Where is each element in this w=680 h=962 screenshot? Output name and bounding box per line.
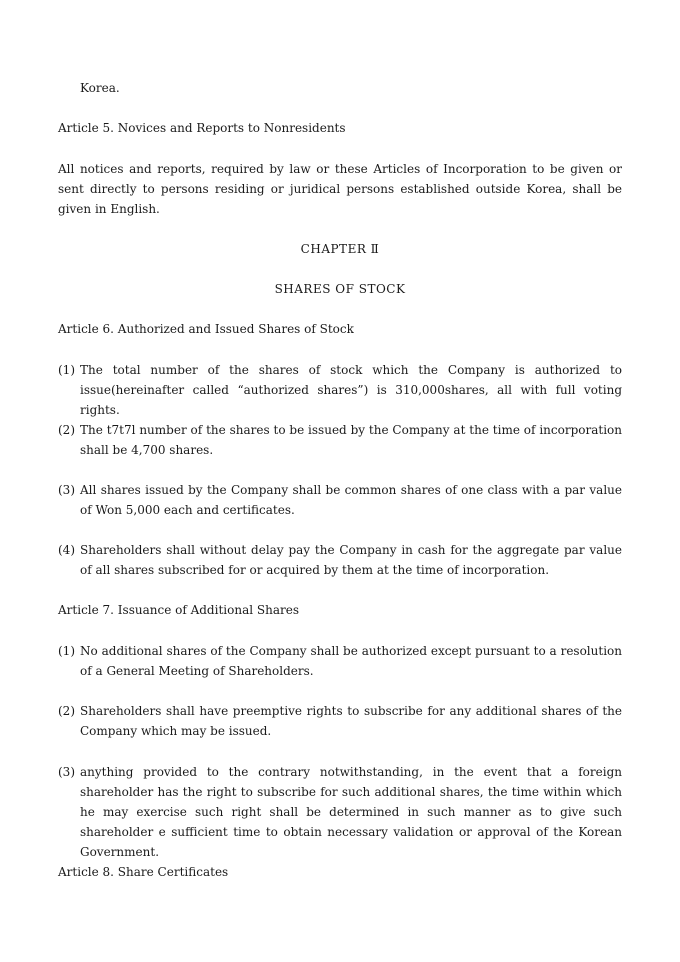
item-text: No additional shares of the Company shall be authorized except pursuant to a resolution of a General Meeting of Shareholders.	[80, 644, 622, 678]
chapter-number: CHAPTER Ⅱ	[300, 242, 380, 256]
list-item	[58, 701, 622, 741]
list-item	[58, 762, 622, 862]
continuation-text: Korea.	[80, 81, 120, 95]
item-text: Shareholders shall without delay pay the Company in cash for the aggregate par value of all shares subscribed for or acquired by them at the time of incorporation.	[80, 543, 622, 577]
item-text: The total number of the shares of stock which the Company is authorized to issue(hereinafter called “authorized shares”) is 310,000shares, all with full voting rights.	[80, 363, 622, 417]
article-6-heading: Article 6. Authorized and Issued Shares of Stock	[58, 322, 354, 336]
article-5-heading: Article 5. Novices and Reports to Nonresidents	[58, 121, 346, 135]
list-item	[58, 480, 622, 520]
article-5-body: All notices and reports, required by law or these Articles of Incorporation to be given or sent directly to persons residing or juridical persons established outside Korea, shall be given in English.	[58, 162, 622, 216]
list-item	[58, 540, 622, 580]
item-number: (2)	[58, 704, 75, 718]
list-item	[58, 360, 622, 420]
item-text: anything provided to the contrary notwithstanding, in the event that a foreign shareholder has the right to subscribe for such additional shares, the time within which he may exercise such right shall be determined in such manner as to give such shareholder e sufficient time to obtain necessary validation or approval of the Korean Government.	[80, 765, 622, 859]
item-number: (3)	[58, 765, 75, 779]
item-number: (1)	[58, 363, 75, 377]
item-text: All shares issued by the Company shall be common shares of one class with a par value of Won 5,000 each and certificates.	[80, 483, 622, 517]
item-number: (3)	[58, 483, 75, 497]
chapter-title: SHARES OF STOCK	[274, 282, 406, 296]
article-8-heading: Article 8. Share Certificates	[58, 865, 229, 879]
list-item	[58, 641, 622, 681]
item-number: (4)	[58, 543, 75, 557]
item-text: The t7t7l number of the shares to be issued by the Company at the time of incorporation shall be 4,700 shares.	[80, 423, 622, 457]
list-item	[58, 420, 622, 460]
item-number: (2)	[58, 423, 75, 437]
item-text: Shareholders shall have preemptive rights to subscribe for any additional shares of the Company which may be issued.	[80, 704, 622, 738]
item-number: (1)	[58, 644, 75, 658]
article-7-heading: Article 7. Issuance of Additional Shares	[58, 603, 299, 617]
